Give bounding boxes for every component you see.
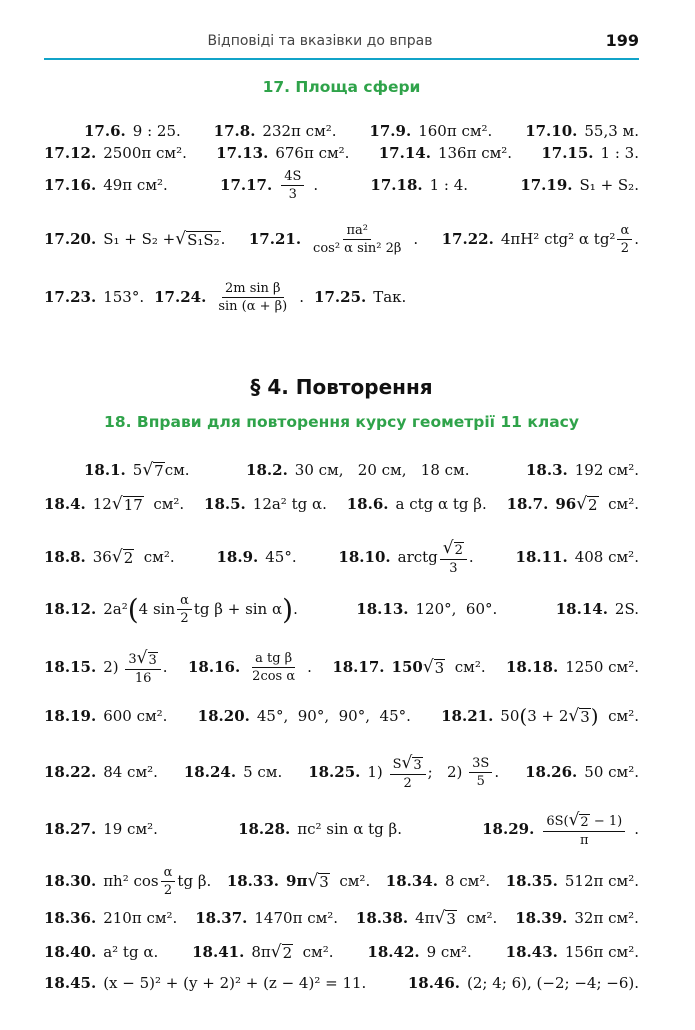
answer-number: 18.28. xyxy=(238,820,291,838)
answer-18-13 xyxy=(356,602,497,617)
answer-18-41 xyxy=(192,944,333,961)
radicand: 17 xyxy=(123,496,143,514)
answer-row-18-10 xyxy=(44,910,639,927)
denominator: 3 xyxy=(449,561,458,576)
answer-text: см². xyxy=(134,548,175,566)
answer-row-17-2 xyxy=(44,146,639,161)
answer-number: 18.18. xyxy=(506,658,559,676)
answer-number: 18.30. xyxy=(44,872,97,890)
denominator: 2 xyxy=(163,883,173,898)
answer-number: 17.23. xyxy=(44,288,97,306)
answer-18-10 xyxy=(338,540,473,575)
answer-value: 4πH² ctg² α tg² $\frac{\alpha}{2}$ . xyxy=(500,223,639,256)
answer-text: см². xyxy=(456,909,498,927)
answer-text: см². xyxy=(143,495,185,513)
answer-17-25 xyxy=(314,290,406,305)
page-number: 199 xyxy=(605,31,639,50)
answer-number: 18.34. xyxy=(385,872,438,890)
answer-number: 18.14. xyxy=(555,600,608,618)
radicand: 3 xyxy=(434,659,445,677)
answer-value: 120°, 60°. xyxy=(415,600,498,618)
answer-number: 18.20. xyxy=(197,706,250,725)
fraction xyxy=(617,224,632,255)
answer-17-15 xyxy=(541,146,639,161)
fraction xyxy=(310,224,404,255)
answer-number: 18.7. xyxy=(506,495,549,513)
denominator: 3 xyxy=(288,187,297,202)
square-root: √ 3 xyxy=(568,705,590,726)
denominator: 16 xyxy=(134,671,152,686)
answer-number: 18.37. xyxy=(195,909,248,927)
answer-value: 156π см². xyxy=(564,943,639,961)
answer-17-19 xyxy=(520,178,639,193)
answer-value: S₁ + S₂. xyxy=(579,176,639,194)
answer-text: см². xyxy=(329,872,371,890)
answer-number: 17.18. xyxy=(370,176,423,194)
answer-18-16: 18.16. $\frac{\text{a tg β}}{\text{2cos α}}$ . xyxy=(187,651,312,684)
answer-text: см. xyxy=(164,461,190,479)
answer-text: 2) xyxy=(103,658,119,676)
answer-text: πh² cos xyxy=(103,872,159,890)
answer-18-7 xyxy=(507,496,639,513)
answer-18-2 xyxy=(246,463,469,478)
answer-number: 17.8. xyxy=(213,122,256,140)
answer-number: 18.21. xyxy=(441,706,494,725)
square-root: √ 2 xyxy=(576,494,598,514)
answer-18-40 xyxy=(44,945,158,960)
answer-text: 96 xyxy=(555,495,577,513)
answer-18-27 xyxy=(44,822,158,837)
answer-17-13 xyxy=(216,146,349,161)
answer-number: 18.1. xyxy=(84,461,126,479)
answer-value: 512π см². xyxy=(564,872,639,890)
answer-value: 9 : 25. xyxy=(132,122,181,140)
answer-number: 18.11. xyxy=(515,548,568,566)
answer-number: 18.36. xyxy=(44,909,97,927)
answer-row-18-11 xyxy=(44,944,639,961)
answer-value xyxy=(415,910,497,927)
radicand: 2 xyxy=(282,944,293,962)
answer-18-45 xyxy=(44,976,366,991)
denominator: 2 xyxy=(620,241,629,256)
answer-18-17 xyxy=(332,659,485,676)
answer-value: 1) S √ 3 2 ; 2) $\frac{3S}{5}$ . xyxy=(367,753,500,791)
square-root: √ 3 xyxy=(422,657,445,677)
answer-row-17-1 xyxy=(84,124,639,139)
answer-number: 17.25. xyxy=(314,288,367,306)
answer-value: 50 см². xyxy=(584,763,639,781)
answer-number: 18.43. xyxy=(505,943,558,961)
answer-row-18-5 xyxy=(44,650,639,685)
numerator: α xyxy=(617,224,632,240)
running-header: Відповіді та вказівки до вправ xyxy=(207,33,433,49)
denominator: 5 xyxy=(476,774,485,789)
answer-value xyxy=(103,866,211,897)
answer-17-6 xyxy=(84,124,181,139)
answer-value: 45°. xyxy=(265,548,297,566)
answer-value: 408 см². xyxy=(574,548,639,566)
radicand: 2 xyxy=(588,496,598,514)
answer-number: 18.25. xyxy=(308,763,361,781)
answer-row-18-9 xyxy=(44,866,639,897)
answer-18-42 xyxy=(367,945,471,960)
fraction xyxy=(390,755,426,790)
answer-row-17-5 xyxy=(44,282,639,313)
numerator: 4S xyxy=(281,170,304,186)
answer-row-17-3 xyxy=(44,170,639,201)
denominator: cos² α sin² 2β xyxy=(313,241,402,256)
answer-17-16 xyxy=(44,178,168,193)
answer-text: 3 xyxy=(128,652,137,667)
answer-text: 8π xyxy=(251,943,271,961)
square-root: √ 2 xyxy=(568,810,589,830)
answer-number: 18.29. xyxy=(482,820,535,838)
answer-text: ; 2) xyxy=(427,763,463,781)
square-root: √ 3 xyxy=(401,753,422,773)
answer-value: 192 см². xyxy=(574,461,639,479)
answer-number: 18.27. xyxy=(44,820,97,838)
answer-number: 18.41. xyxy=(192,943,245,961)
answer-number: 18.3. xyxy=(525,461,568,479)
answer-text: 4πH² ctg² α tg² xyxy=(500,230,616,248)
answer-number: 18.42. xyxy=(367,943,420,961)
answer-value: 8 см². xyxy=(444,872,491,890)
answer-18-22 xyxy=(44,765,158,780)
answer-value: 12a² tg α. xyxy=(252,495,327,513)
square-root: √ 17 xyxy=(111,494,143,514)
answer-number: 18.15. xyxy=(44,658,97,676)
answer-number: 18.13. xyxy=(356,600,409,618)
numerator: 3S xyxy=(469,757,492,773)
answer-18-12 xyxy=(44,594,298,625)
fraction xyxy=(215,282,290,313)
numerator: 2m sin β xyxy=(222,282,284,298)
answer-value: 19 см². xyxy=(103,820,158,838)
answer-value: 50 ( 3 + 2 √ 3 ) см². xyxy=(500,704,639,728)
answer-number: 17.24. xyxy=(154,288,207,306)
answer-18-30 xyxy=(44,866,211,897)
answer-17-20 xyxy=(44,231,225,248)
radicand: 2 xyxy=(580,815,589,830)
answer-18-34 xyxy=(386,874,490,889)
answer-text: tg β + sin α xyxy=(193,600,283,618)
answer-value: 153°. xyxy=(103,288,145,306)
fraction xyxy=(440,540,467,575)
answer-value: a ctg α tg β. xyxy=(395,495,487,513)
answer-value: 45°, 90°, 90°, 45°. xyxy=(256,706,411,725)
fraction xyxy=(177,594,192,625)
numerator: α xyxy=(177,594,192,610)
answer-number: 18.38. xyxy=(355,909,409,927)
answer-18-36 xyxy=(44,911,177,926)
answer-value: (2; 4; 6), (−2; −4; −6). xyxy=(467,974,639,992)
answer-number: 18.39. xyxy=(515,909,568,927)
answer-number: 18.6. xyxy=(346,495,389,513)
answer-number: 18.26. xyxy=(525,763,578,781)
answer-17-14 xyxy=(379,146,512,161)
radicand: 3 xyxy=(446,910,456,928)
answer-row-18-1 xyxy=(84,462,639,479)
answer-value: 676π см². xyxy=(275,144,350,162)
answer-text: см². xyxy=(598,495,639,513)
answer-18-9 xyxy=(216,550,296,565)
answer-18-24 xyxy=(184,765,282,780)
answer-value: 2) 3 √ 3 16 . xyxy=(103,648,168,686)
answer-17-24: 17.24. $\frac{\text{2m sin β}}{\sin (\alpha + \beta)}$ . xyxy=(154,281,305,314)
answer-number: 18.33. xyxy=(226,872,280,890)
answer-value: 84 см². xyxy=(103,763,158,781)
square-root: √ 3 xyxy=(136,648,157,668)
answer-text: tg β. xyxy=(177,872,212,890)
answer-row-18-6 xyxy=(44,706,639,726)
answer-number: 18.17. xyxy=(332,658,385,676)
denominator: 2cos α xyxy=(252,669,296,684)
answer-value: 2a² ( 4 sin $\frac{\alpha}{2}$ tg β + sin α ) . xyxy=(103,592,298,626)
answer-row-18-8 xyxy=(44,812,639,847)
square-root: √ 2 xyxy=(270,942,293,962)
denominator: π xyxy=(579,833,589,848)
answer-text: 3 + 2 xyxy=(527,706,569,725)
answer-value: Так. xyxy=(373,288,407,306)
section-17-heading: 17. Площа сфери xyxy=(262,78,421,96)
answer-number: 18.40. xyxy=(44,943,97,961)
answer-value: 1470π см². xyxy=(254,909,339,927)
denominator: 2 xyxy=(180,611,189,626)
answer-18-4 xyxy=(44,496,184,513)
answer-number: 18.10. xyxy=(338,548,391,566)
answer-value: 600 см². xyxy=(103,706,168,725)
answer-18-28 xyxy=(238,822,402,837)
answer-18-8 xyxy=(44,549,175,566)
numerator: 6S( √ 2 − 1) xyxy=(543,812,625,832)
answer-value: 9 см². xyxy=(426,943,472,961)
answer-value: 49π см². xyxy=(103,176,168,194)
answer-row-18-12 xyxy=(44,976,639,991)
answer-value: 210π см². xyxy=(103,909,178,927)
answer-number: 17.19. xyxy=(520,176,573,194)
answer-row-18-2 xyxy=(44,496,639,513)
answer-18-38 xyxy=(356,910,497,927)
answer-value: 2500π см². xyxy=(103,144,187,162)
answer-text: 50 xyxy=(500,706,520,725)
numerator xyxy=(440,540,467,560)
answer-17-12 xyxy=(44,146,187,161)
answer-18-18 xyxy=(506,660,639,675)
answer-18-35 xyxy=(506,874,639,889)
radicand: S₁S₂ xyxy=(187,231,220,249)
answer-number: 17.15. xyxy=(541,144,594,162)
numerator xyxy=(390,755,426,775)
answer-18-14 xyxy=(556,602,639,617)
radicand: 2 xyxy=(454,543,463,558)
answer-value xyxy=(555,496,639,513)
answer-number: 18.4. xyxy=(44,495,86,513)
answer-value: arctg √ 2 3 . xyxy=(397,538,474,576)
answer-18-20 xyxy=(197,706,411,725)
answer-value: 136π см². xyxy=(437,144,513,162)
answer-18-5 xyxy=(204,497,327,512)
answer-value: 232π см². xyxy=(262,122,337,140)
answer-value: πc² sin α tg β. xyxy=(297,820,402,838)
answer-18-3 xyxy=(526,463,639,478)
answer-number: 17.20. xyxy=(44,230,97,248)
answer-number: 18.35. xyxy=(505,872,558,890)
answer-value xyxy=(251,944,333,961)
answer-value xyxy=(133,462,190,479)
answer-number: 18.19. xyxy=(44,706,97,725)
answer-number: 18.2. xyxy=(246,461,288,479)
radicand: 3 xyxy=(580,707,590,726)
numerator: α xyxy=(161,866,176,882)
answer-value: (x − 5)² + (y + 2)² + (z − 4)² = 11. xyxy=(103,974,367,992)
answer-number: 17.22. xyxy=(441,230,494,248)
answer-18-19 xyxy=(44,706,168,725)
radicand: 3 xyxy=(413,758,422,773)
numerator: πa² xyxy=(343,224,371,240)
answer-18-6 xyxy=(347,497,487,512)
answer-number: 17.10. xyxy=(525,122,578,140)
answer-number: 17.9. xyxy=(369,122,412,140)
answer-value: 1250 см². xyxy=(565,658,639,676)
fraction xyxy=(469,757,492,788)
square-root: √ 7 xyxy=(142,460,164,480)
answer-text: см². xyxy=(293,943,334,961)
answer-number: 17.21. xyxy=(248,230,302,248)
square-root: √ 3 xyxy=(434,908,456,928)
answer-value xyxy=(286,873,370,890)
answer-number: 18.12. xyxy=(44,600,97,618)
answer-17-17: 17.17. $\frac{4S}{3}$ . xyxy=(220,169,319,202)
answer-number: 17.12. xyxy=(44,144,97,162)
answer-number: 18.46. xyxy=(407,974,461,992)
answer-text: 5 xyxy=(132,461,143,479)
fraction xyxy=(281,170,304,201)
answer-18-43 xyxy=(506,945,639,960)
square-root: √ 2 xyxy=(442,538,463,558)
answer-18-15 xyxy=(44,650,168,685)
answer-17-22 xyxy=(442,224,639,255)
section-18-heading: 18. Вправи для повторення курсу геометрії 11 класу xyxy=(104,413,579,431)
answer-18-33 xyxy=(227,873,370,890)
answer-number: 18.5. xyxy=(204,495,246,513)
denominator: 2 xyxy=(403,776,412,791)
answer-number: 18.45. xyxy=(44,974,97,992)
radicand: 3 xyxy=(148,653,157,668)
answer-text: 1) xyxy=(367,763,383,781)
answer-number: 17.6. xyxy=(84,122,126,140)
answer-value: a² tg α. xyxy=(103,943,159,961)
answer-text: 2a² xyxy=(103,600,128,618)
radicand: 2 xyxy=(123,549,134,567)
answer-number: 17.14. xyxy=(378,144,431,162)
answer-text: см². xyxy=(598,706,639,725)
answer-text: 36 xyxy=(92,548,112,566)
numerator xyxy=(125,650,160,670)
answer-number: 18.22. xyxy=(44,763,97,781)
header-divider xyxy=(44,58,639,60)
answer-row-18-4 xyxy=(44,594,639,625)
answer-text: см². xyxy=(445,658,486,676)
answer-number: 18.16. xyxy=(187,658,241,676)
answer-text: 12 xyxy=(92,495,112,513)
answer-17-21: 17.21. $\frac{\text{πa²}}{\text{cos² α sin² 2β}}$ . xyxy=(248,223,419,256)
answer-17-8 xyxy=(214,124,337,139)
answer-text: arctg xyxy=(397,548,438,566)
answer-17-18 xyxy=(370,178,468,193)
answer-value: 160π см². xyxy=(418,122,493,140)
answer-text: 4π xyxy=(415,909,435,927)
answer-number: 17.13. xyxy=(216,144,269,162)
answer-text: 6S xyxy=(546,814,564,829)
answer-18-25 xyxy=(308,755,499,790)
answer-18-26 xyxy=(525,765,639,780)
answer-18-37 xyxy=(195,911,338,926)
fraction xyxy=(161,866,176,897)
answer-text: 9π xyxy=(286,872,308,890)
answer-18-11 xyxy=(516,550,639,565)
answer-value: 5 см. xyxy=(243,763,283,781)
answer-number: 18.8. xyxy=(44,548,86,566)
answer-number: 17.17. xyxy=(220,176,273,194)
answer-17-23 xyxy=(44,290,144,305)
radicand: 7 xyxy=(154,462,164,480)
answer-17-10 xyxy=(525,124,639,139)
answer-text: S xyxy=(392,757,402,772)
answer-number: 18.9. xyxy=(216,548,259,566)
answer-text: S₁ + S₂ + xyxy=(103,230,176,248)
answer-17-9 xyxy=(369,124,492,139)
answer-value xyxy=(93,496,184,513)
answer-value xyxy=(93,549,175,566)
answer-18-46 xyxy=(408,976,639,991)
answer-value xyxy=(392,659,486,676)
square-root: √ 3 xyxy=(307,871,329,891)
square-root: √ S₁S₂ xyxy=(175,229,220,249)
answer-18-21 xyxy=(441,706,639,726)
answer-row-18-7 xyxy=(44,755,639,790)
answer-text: 150 xyxy=(391,658,423,676)
radicand: 3 xyxy=(319,873,329,891)
answer-value: 32π см². xyxy=(574,909,639,927)
answer-value: 55,3 м. xyxy=(584,122,639,140)
answer-18-1 xyxy=(84,462,190,479)
numerator: a tg β xyxy=(252,652,295,668)
answer-text: 4 sin xyxy=(138,600,176,618)
answer-number: 18.24. xyxy=(183,763,237,781)
answer-value: 30 см, 20 см, 18 см. xyxy=(294,461,470,479)
answer-18-39 xyxy=(515,911,639,926)
answer-number: 17.16. xyxy=(44,176,97,194)
answer-value: S₁ + S₂ + √ S₁S₂ . xyxy=(103,229,226,249)
answer-text: − 1 xyxy=(589,814,618,829)
answer-value: 2S. xyxy=(614,600,639,618)
fraction xyxy=(125,650,160,685)
answer-value: 1 : 3. xyxy=(600,144,639,162)
answer-row-17-4 xyxy=(44,224,639,255)
answer-18-29: 18.29. 6S( √ 2 − 1) π . xyxy=(482,810,639,848)
fraction xyxy=(543,812,625,847)
paragraph-4-heading: § 4. Повторення xyxy=(250,375,433,399)
answer-value: 1 : 4. xyxy=(429,176,469,194)
fraction xyxy=(249,652,298,683)
denominator: sin (α + β) xyxy=(218,299,288,314)
square-root: √ 2 xyxy=(111,547,134,567)
answer-row-18-3 xyxy=(44,540,639,575)
